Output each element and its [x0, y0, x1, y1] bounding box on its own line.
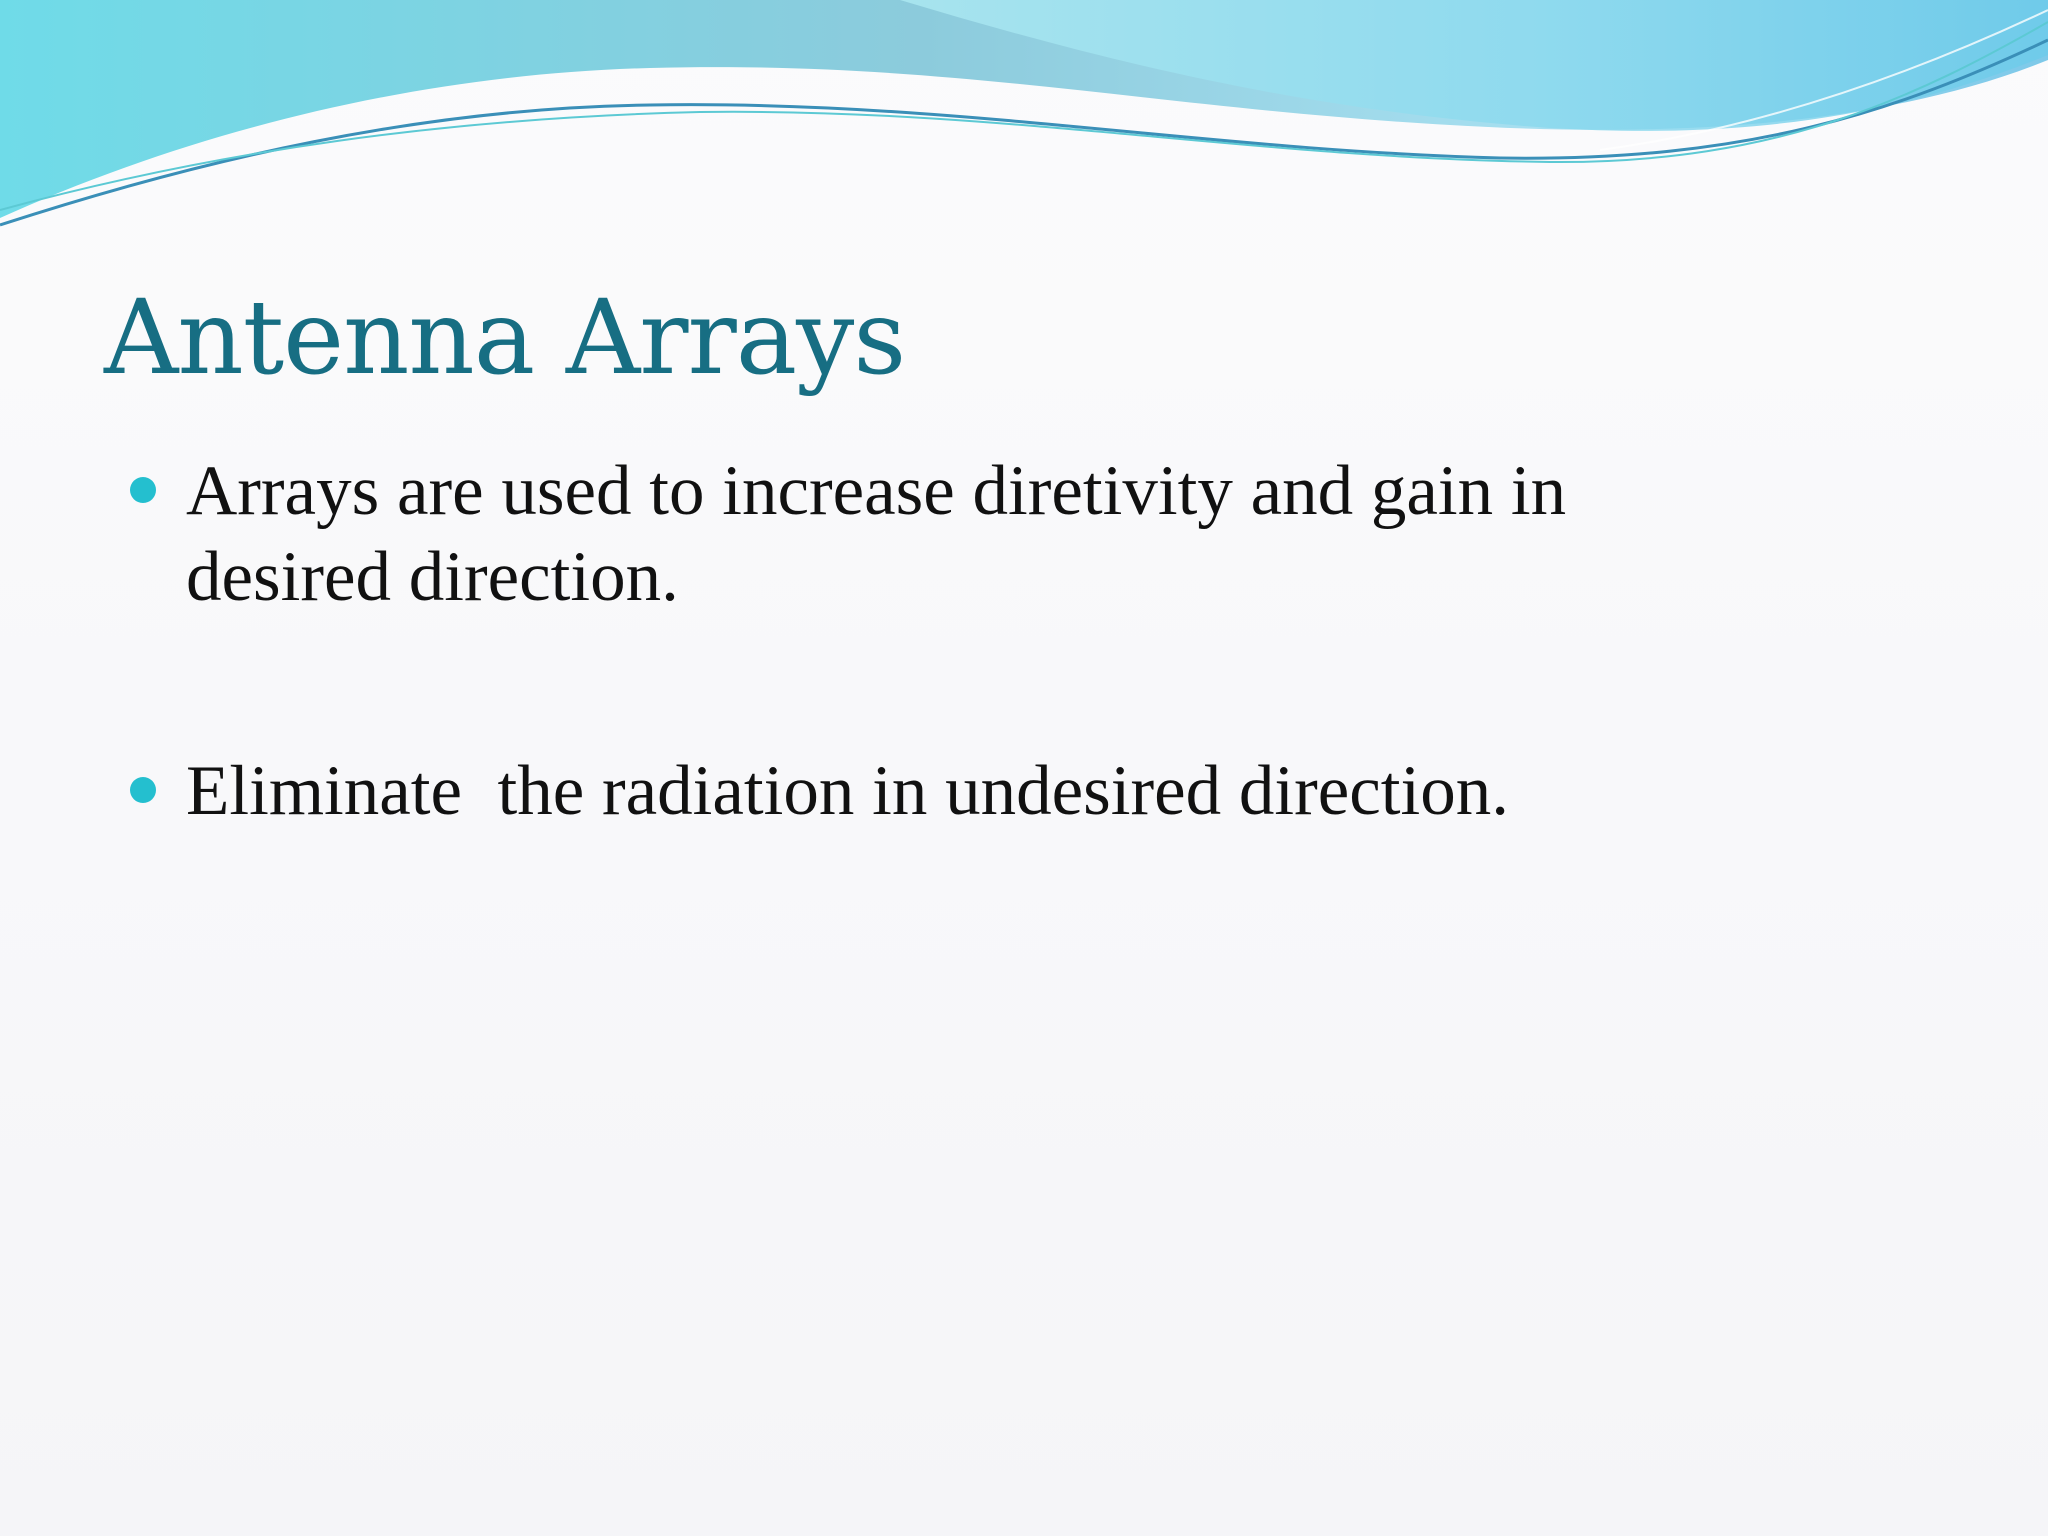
bullet-text: Eliminate the radiation in undesired direction.	[186, 752, 1509, 830]
bullet-item	[128, 448, 1768, 620]
wave-header-decoration	[0, 0, 2048, 240]
bullet-item	[128, 748, 1768, 834]
bullet-dot-icon	[130, 477, 156, 503]
bullet-text: Arrays are used to increase diretivity and gain in desired direction.	[186, 452, 1567, 616]
bullet-list	[128, 448, 1768, 834]
bullet-dot-icon	[130, 777, 156, 803]
slide-title: Antenna Arrays	[104, 278, 906, 398]
